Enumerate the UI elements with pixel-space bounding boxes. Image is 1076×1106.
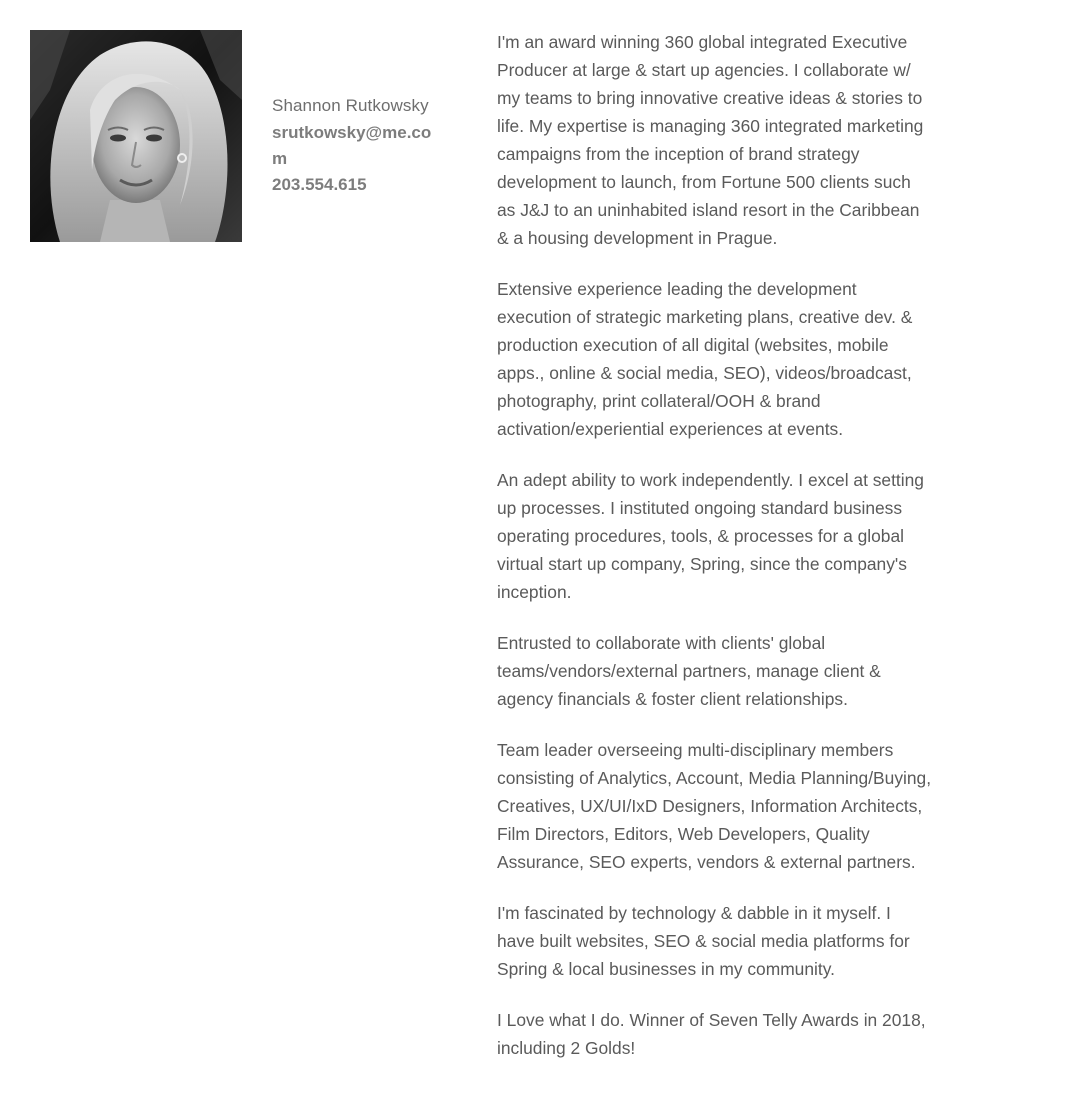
bio-paragraph: Entrusted to collaborate with clients' global teams/vendors/external partners, manage client & agency financials & foster client relationships. xyxy=(497,633,881,709)
bio-paragraph: Extensive experience leading the development execution of strategic marketing plans, creative dev. & production execution of all digital (websites, mobile apps., online & social media, SEO), videos/broadcast, photography, print collateral/OOH & brand activation/experiential experiences at events. xyxy=(497,279,913,439)
bio-paragraph: I'm fascinated by technology & dabble in it myself. I have built websites, SEO & social media platforms for Spring & local businesses in my community. xyxy=(497,903,910,979)
profile-photo xyxy=(30,30,242,242)
contact-info xyxy=(272,94,442,198)
bio-paragraph: I Love what I do. Winner of Seven Telly Awards in 2018, including 2 Golds! xyxy=(497,1010,926,1058)
bio-section xyxy=(497,28,933,1085)
contact-name: Shannon Rutkowsky xyxy=(272,96,429,115)
contact-email[interactable]: srutkowsky@me.com xyxy=(272,123,432,168)
bio-paragraph: Team leader overseeing multi-disciplinary members consisting of Analytics, Account, Media Planning/Buying, Creatives, UX/UI/IxD Designers, Information Architects, Film Directors, Editors, Web Developers, Quality Assurance, SEO experts, vendors & external partners. xyxy=(497,740,932,872)
bio-paragraph: An adept ability to work independently. I excel at setting up processes. I instituted ongoing standard business operating procedures, tools, & processes for a global virtual start up company, Spring, since the company's inception. xyxy=(497,470,924,602)
contact-phone[interactable]: 203.554.615 xyxy=(272,175,367,194)
bio-paragraph: I'm an award winning 360 global integrated Executive Producer at large & start up agencies. I collaborate w/ my teams to bring innovative creative ideas & stories to life. My expertise is managing 360 integrated marketing campaigns from the inception of brand strategy development to launch, from Fortune 500 clients such as J&J to an uninhabited island resort in the Caribbean & a housing development in Prague. xyxy=(497,32,924,248)
portrait-photo-icon xyxy=(30,30,242,242)
